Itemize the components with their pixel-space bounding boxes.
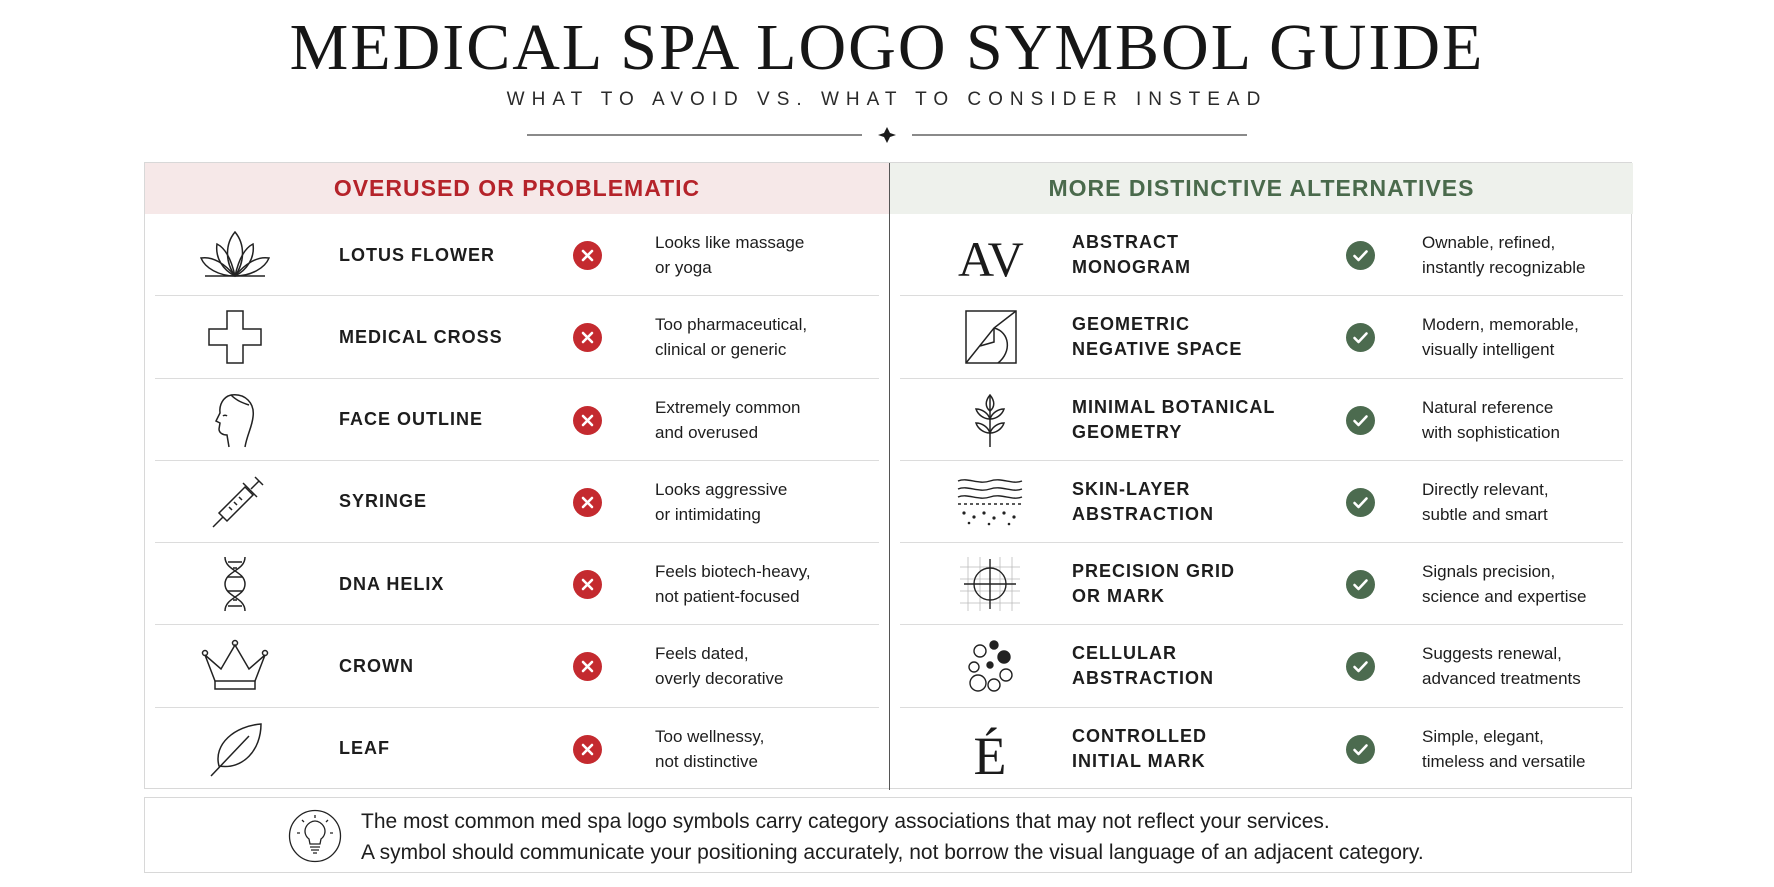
negative-space-icon — [950, 308, 1030, 366]
symbol-name: SKIN-LAYER ABSTRACTION — [1072, 478, 1214, 524]
table-row — [155, 543, 879, 625]
symbol-name: PRECISION GRID OR MARK — [1072, 561, 1236, 607]
monogram-icon — [950, 226, 1030, 284]
syringe-icon — [195, 473, 275, 531]
leaf-icon — [195, 720, 275, 778]
x-icon — [573, 570, 602, 599]
svg-text:É: É — [973, 725, 1007, 778]
symbol-description: Feels dated, overly decorative — [655, 644, 784, 689]
symbol-name: LOTUS FLOWER — [339, 244, 495, 265]
symbol-description: Directly relevant, subtle and smart — [1422, 479, 1549, 524]
symbol-name: ABSTRACT MONOGRAM — [1072, 232, 1191, 277]
footer-line: A symbol should communicate your positioning accurately, not borrow the visual language of an adjacent category. — [361, 841, 1424, 864]
check-icon — [1346, 488, 1375, 517]
symbol-description: Feels biotech-heavy, not patient-focused — [655, 562, 811, 607]
table-row — [900, 461, 1623, 543]
symbol-name: FACE OUTLINE — [339, 409, 484, 430]
symbol-description: Ownable, refined, instantly recognizable — [1422, 233, 1586, 277]
table-row — [155, 708, 879, 790]
lightbulb-icon — [288, 809, 342, 863]
symbol-description: Looks aggressive or intimidating — [655, 479, 788, 524]
check-icon — [1346, 406, 1375, 435]
symbol-description: Too pharmaceutical, clinical or generic — [655, 315, 808, 360]
symbol-description: Too wellnessy, not distinctive — [655, 726, 765, 771]
alternatives-heading: MORE DISTINCTIVE ALTERNATIVES — [890, 163, 1633, 214]
check-icon — [1346, 735, 1375, 764]
x-icon — [573, 323, 602, 352]
symbol-description: Suggests renewal, advanced treatments — [1422, 644, 1581, 689]
table-row — [900, 708, 1623, 790]
check-icon — [1346, 323, 1375, 352]
svg-text:AV: AV — [958, 231, 1024, 284]
table-row — [155, 296, 879, 378]
symbol-name: CONTROLLED INITIAL MARK — [1072, 725, 1207, 771]
symbol-description: Simple, elegant, timeless and versatile — [1422, 726, 1586, 771]
table-row — [900, 214, 1623, 296]
symbol-name: LEAF — [339, 738, 390, 759]
check-icon — [1346, 241, 1375, 270]
symbol-description: Natural reference with sophistication — [1422, 397, 1560, 442]
check-icon — [1346, 570, 1375, 599]
symbol-name: GEOMETRIC NEGATIVE SPACE — [1072, 314, 1243, 360]
alternatives-column — [889, 163, 1633, 790]
symbol-name: CROWN — [339, 655, 414, 676]
table-row — [900, 296, 1623, 378]
symbol-name: DNA HELIX — [339, 573, 445, 594]
botanical-icon — [950, 391, 1030, 449]
skin-layer-icon — [950, 473, 1030, 531]
symbol-description: Modern, memorable, visually intelligent — [1422, 315, 1579, 360]
table-row — [900, 543, 1623, 625]
dna-helix-icon — [195, 555, 275, 613]
symbol-description: Looks like massage or yoga — [655, 233, 805, 277]
symbol-description: Signals precision, science and expertise — [1422, 562, 1587, 607]
x-icon — [573, 488, 602, 517]
table-row — [155, 625, 879, 707]
divider-ornament — [527, 124, 1247, 146]
table-row — [900, 625, 1623, 707]
footer-note — [144, 797, 1632, 873]
symbol-name: MEDICAL CROSS — [339, 326, 503, 347]
x-icon — [573, 735, 602, 764]
x-icon — [573, 652, 602, 681]
table-row — [155, 379, 879, 461]
table-row — [155, 214, 879, 296]
lotus-icon — [195, 226, 275, 284]
symbol-description: Extremely common and overused — [655, 397, 801, 442]
problematic-column — [145, 163, 889, 790]
x-icon — [573, 406, 602, 435]
x-icon — [573, 241, 602, 270]
crown-icon — [195, 637, 275, 695]
initial-mark-icon — [950, 720, 1030, 778]
page-subtitle: WHAT TO AVOID VS. WHAT TO CONSIDER INSTEAD — [506, 89, 1268, 110]
medical-cross-icon — [195, 308, 275, 366]
problematic-heading: OVERUSED OR PROBLEMATIC — [145, 163, 889, 214]
table-row — [900, 379, 1623, 461]
symbol-name: CELLULAR ABSTRACTION — [1072, 643, 1214, 689]
cellular-icon — [950, 637, 1030, 695]
footer-line: The most common med spa logo symbols carry category associations that may not reflect your services. — [361, 810, 1330, 833]
table-row — [155, 461, 879, 543]
footer-text — [361, 806, 1424, 868]
comparison-table — [144, 162, 1632, 789]
precision-grid-icon — [950, 555, 1030, 613]
symbol-name: MINIMAL BOTANICAL GEOMETRY — [1072, 396, 1276, 442]
face-outline-icon — [195, 391, 275, 449]
page-title: MEDICAL SPA LOGO SYMBOL GUIDE — [289, 11, 1485, 84]
symbol-name: SYRINGE — [339, 491, 428, 512]
check-icon — [1346, 652, 1375, 681]
